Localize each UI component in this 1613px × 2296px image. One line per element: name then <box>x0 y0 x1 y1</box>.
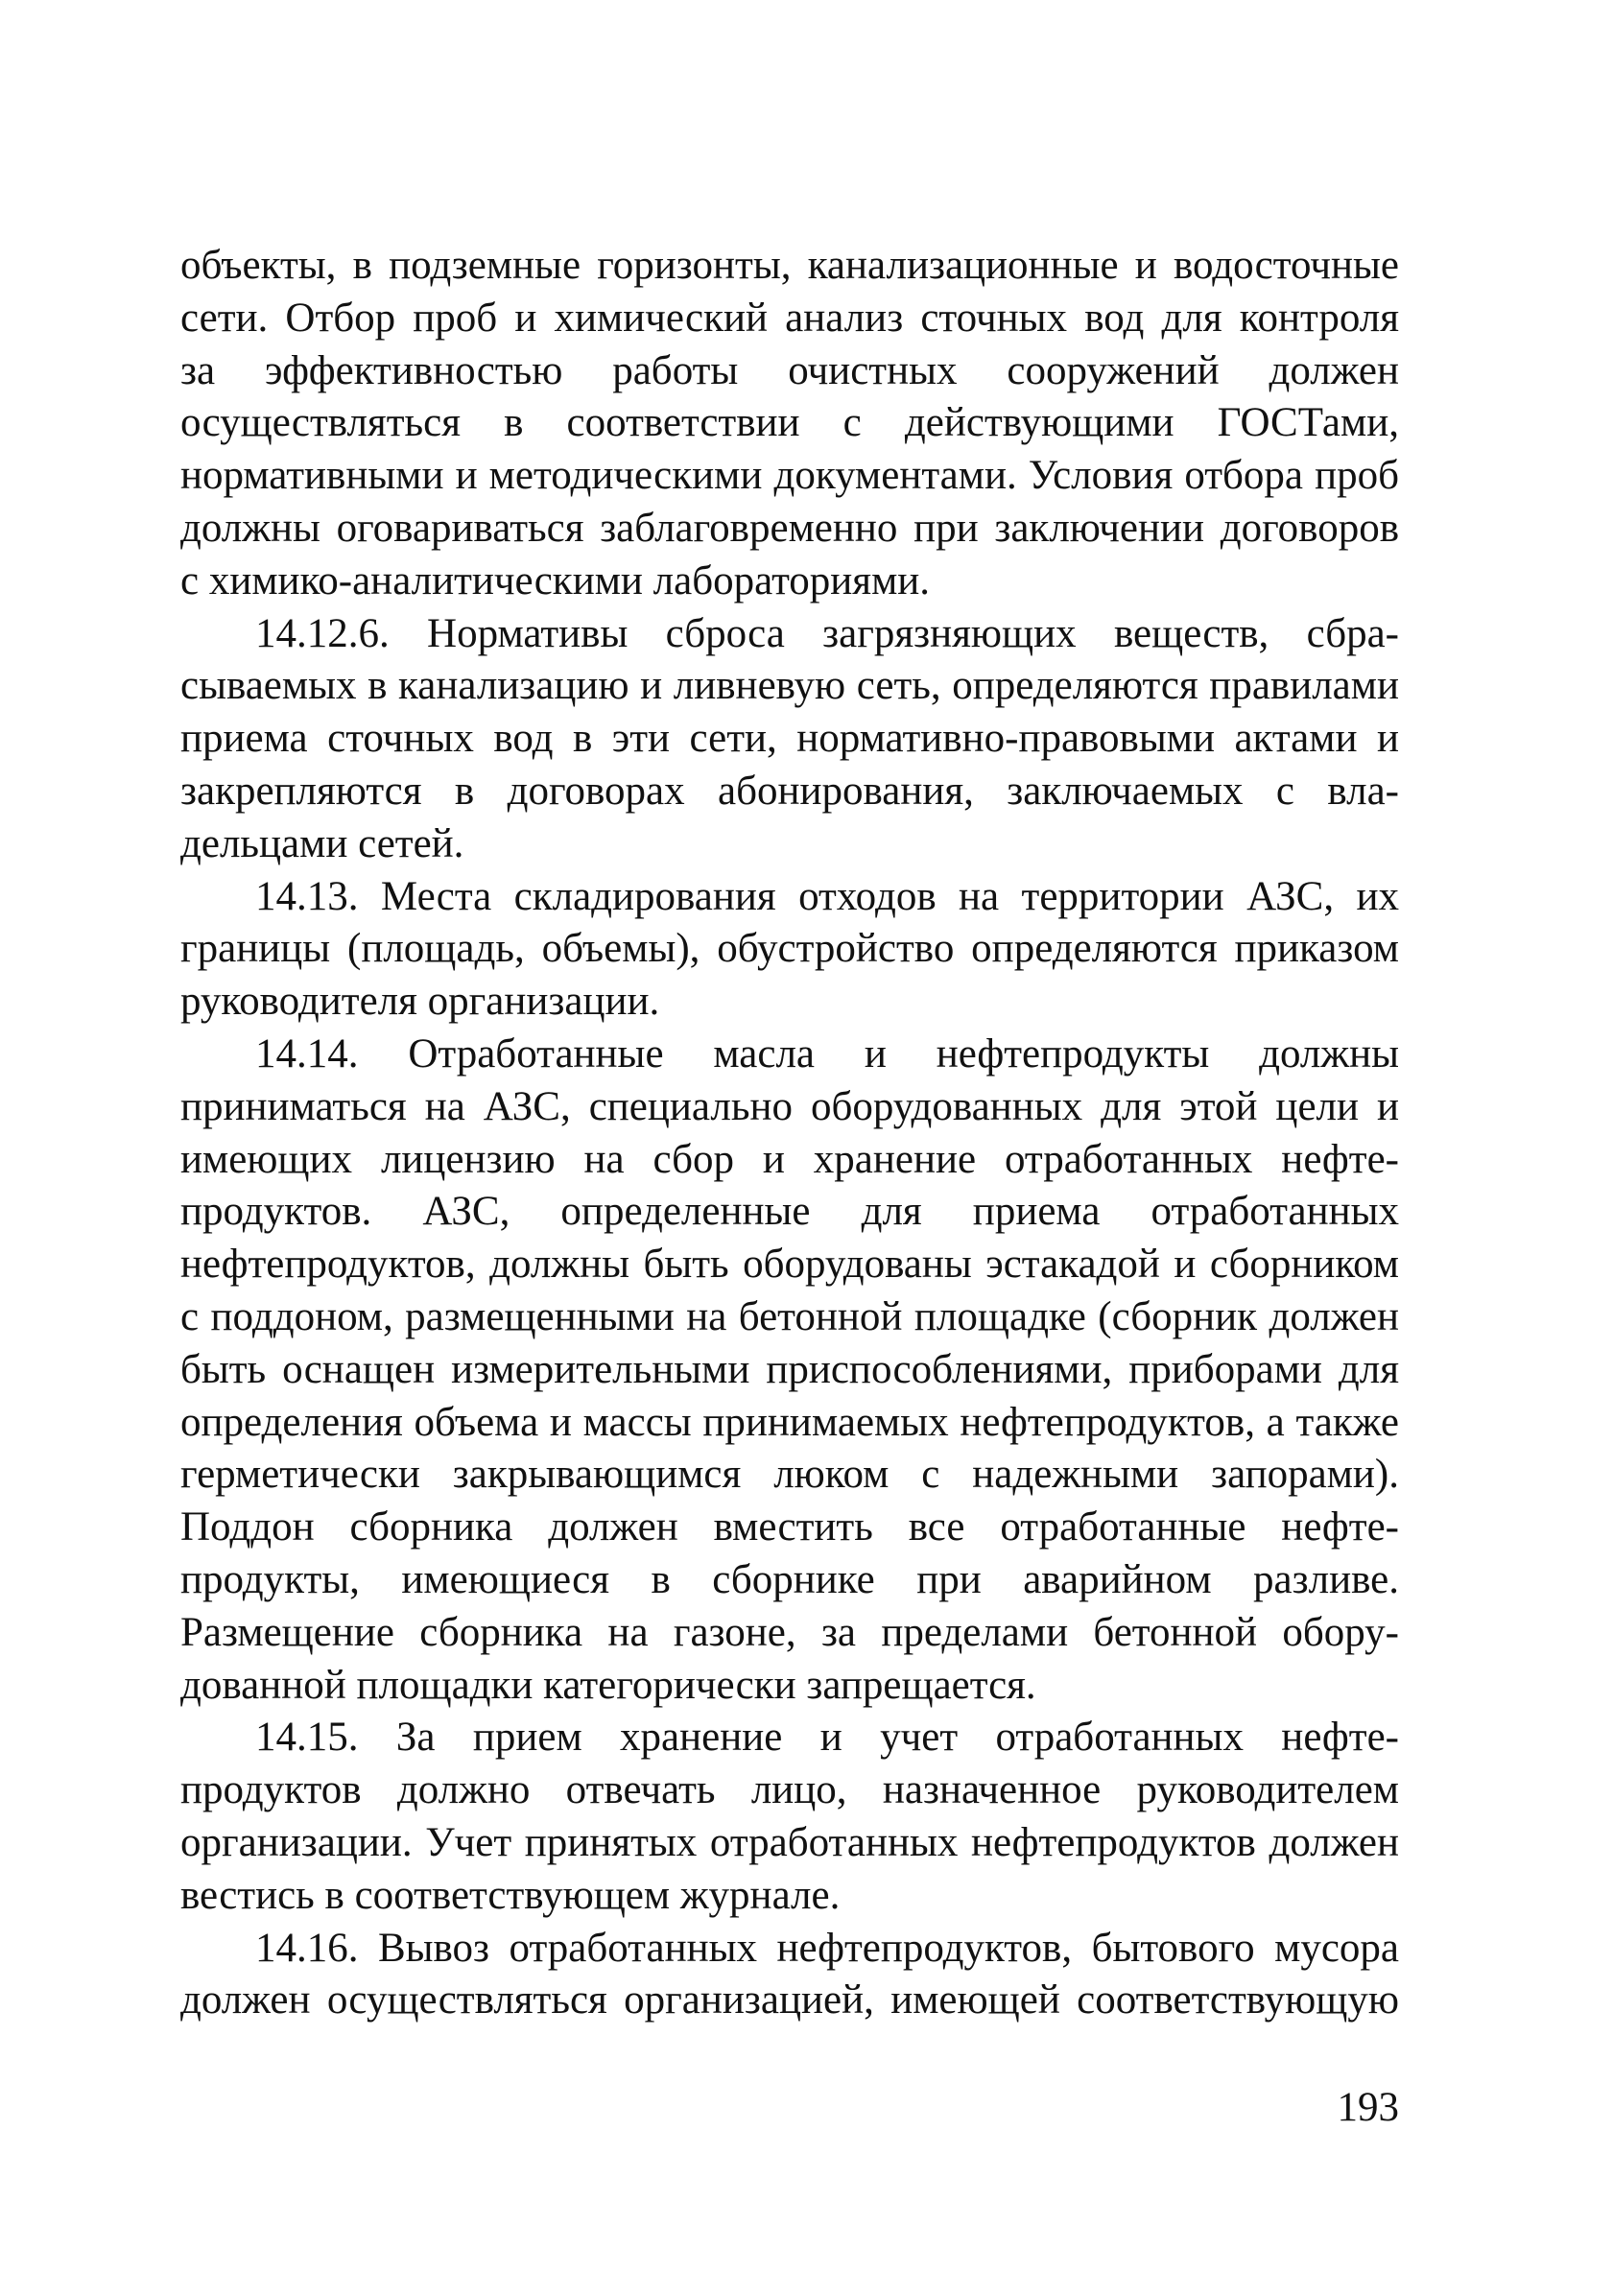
body-text <box>180 240 1399 2027</box>
text-line: Размещение сборника на газоне, за пределами бетонной обору- <box>180 1609 1399 1655</box>
text-line: Поддон сборника должен вместить все отработанные нефте- <box>180 1504 1399 1550</box>
text-line: за эффективностью работы очистных сооружений должен <box>180 347 1399 393</box>
text-line: с химико-аналитическими лабораториями. <box>180 557 931 604</box>
text-line: имеющих лицензию на сбор и хранение отработанных нефте- <box>180 1136 1399 1182</box>
paragraph-14-13-first-line: 14.13. Места складирования отходов на территории АЗС, их <box>255 873 1399 919</box>
text-line: дельцами сетей. <box>180 820 464 866</box>
text-line: руководителя организации. <box>180 979 660 1025</box>
text-line: должен осуществляться организацией, имеющей соответствующую <box>180 1977 1399 2024</box>
paragraph-14-15-first-line: 14.15. За прием хранение и учет отработанных нефте- <box>255 1715 1399 1761</box>
text-line: закрепляются в договорах абонирования, заключаемых с вла- <box>180 768 1399 814</box>
text-line: должны оговариваться заблаговременно при заключении договоров <box>180 505 1399 551</box>
text-line: продуктов. АЗС, определенные для приема отработанных <box>180 1189 1399 1235</box>
text-line: приема сточных вод в эти сети, нормативно-правовыми актами и <box>180 716 1399 762</box>
text-line: приниматься на АЗС, специально оборудованных для этой цели и <box>180 1083 1399 1129</box>
text-line: с поддоном, размещенными на бетонной площадке (сборник должен <box>180 1293 1399 1339</box>
text-line: нормативными и методическими документами. Условия отбора проб <box>180 453 1399 499</box>
text-line: границы (площадь, объемы), обустройство определяются приказом <box>180 926 1399 972</box>
text-line: осуществляться в соответствии с действующими ГОСТами, <box>180 400 1399 446</box>
paragraph-14-14-first-line: 14.14. Отработанные масла и нефтепродукты должны <box>255 1030 1399 1077</box>
page-number: 193 <box>1337 2085 1399 2130</box>
text-line: быть оснащен измерительными приспособлениями, приборами для <box>180 1346 1399 1392</box>
text-line: сети. Отбор проб и химический анализ сточных вод для контроля <box>180 295 1399 341</box>
text-line: объекты, в подземные горизонты, канализационные и водосточные <box>180 243 1399 288</box>
paragraph-14-16-first-line: 14.16. Вывоз отработанных нефтепродуктов, бытового мусора <box>255 1925 1399 1971</box>
paragraph-14-12-6-first-line: 14.12.6. Нормативы сброса загрязняющих веществ, сбра- <box>255 610 1399 656</box>
text-line: вестись в соответствующем журнале. <box>180 1872 841 1918</box>
text-line: продуктов должно отвечать лицо, назначенное руководителем <box>180 1767 1399 1813</box>
text-line: дованной площадки категорически запрещается. <box>180 1662 1036 1708</box>
text-line: организации. Учет принятых отработанных нефтепродуктов должен <box>180 1819 1399 1865</box>
text-line: продукты, имеющиеся в сборнике при аварийном разливе. <box>180 1556 1399 1602</box>
text-line: нефтепродуктов, должны быть оборудованы эстакадой и сборником <box>180 1242 1399 1288</box>
text-line: сываемых в канализацию и ливневую сеть, определяются правилами <box>180 663 1399 709</box>
text-line: определения объема и массы принимаемых нефтепродуктов, а также <box>180 1399 1399 1445</box>
text-line: герметически закрывающимся люком с надежными запорами). <box>180 1452 1399 1498</box>
